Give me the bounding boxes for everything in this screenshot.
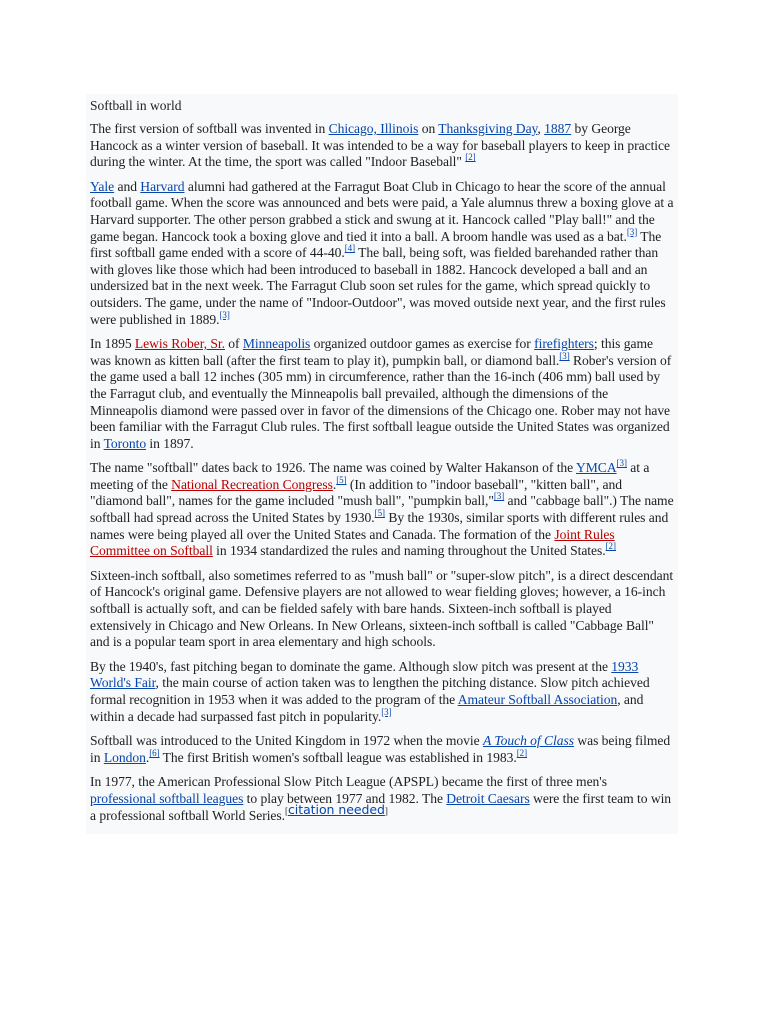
text: on [418,121,439,136]
reference-link[interactable]: [2] [516,747,528,758]
reference-link[interactable]: [3] [493,491,505,502]
citation-needed-note [285,801,388,817]
text: . [145,749,150,765]
text: in 1897. [146,435,194,451]
paragraph-7 [90,733,674,766]
reference-link[interactable]: [6] [149,747,160,758]
text: to play between 1977 and 1982. The [243,790,447,806]
reference-link[interactable]: [3] [616,458,627,469]
link-a-touch-of-class[interactable]: A Touch of Class [482,733,574,749]
reference-link[interactable]: [4] [344,243,356,254]
text: By the 1940's, fast pitching began to dominate the game. Although slow pitch was present at the [90,658,612,674]
reference-link[interactable]: [3] [626,226,638,237]
reference-link[interactable]: [3] [219,309,230,320]
link-joint-rules-committee[interactable]: Joint Rules Committee on Softball [90,526,615,559]
text: ; this game was known as kitten ball (after the first team to play it), pumpkin ball, or diamond ball. [90,336,654,368]
bracket-close: ] [384,805,388,816]
link-firefighters[interactable]: firefighters [534,336,594,352]
text: (In addition to "indoor baseball", "kitten ball", and "diamond ball", names for the game included "mush ball", "pumpkin ball," [90,476,623,509]
text: The first version of softball was invented in [90,121,329,136]
link-minneapolis[interactable]: Minneapolis [242,336,311,352]
paragraph-6 [90,659,674,725]
text: In 1895 [90,336,135,352]
paragraph-5 [90,568,674,651]
link-chicago-illinois[interactable]: Chicago, Illinois [328,121,419,136]
link-yale[interactable]: Yale [90,178,115,194]
paragraph-2 [90,179,674,328]
text: were the first team to win a professional softball World Series. [90,790,672,823]
reference-link[interactable]: [5] [336,474,347,485]
link-london[interactable]: London [103,749,146,765]
reference-link[interactable]: [3] [559,350,570,361]
text: and [114,178,141,194]
text: at a meeting of the [90,460,650,492]
reference-link[interactable]: [2] [605,541,616,552]
link-1887[interactable]: 1887 [544,121,572,136]
text: By the 1930s, similar sports with different rules and names were being played all over the United States and Canada. The formation of the [90,510,669,542]
text: The first British women's softball league was established in 1983. [159,749,517,765]
text: Sixteen-inch softball, also sometimes referred to as "mush ball" or "super-slow pitch", is a direct descendant of Hancock's original game. Defensive players are not allowed to wear fielding gloves; however, a 16-inch softball is actually soft, and can be fielded safely with bare hands. Sixteen-inch softball is played extensively in Chicago and New Orleans. In New Orleans, sixteen-inch softball is called "Cabbage Ball" and is a popular team sport in area elementary and high schools. [90,567,674,650]
link-lewis-rober[interactable]: Lewis Rober, Sr. [134,336,225,352]
link-harvard[interactable]: Harvard [140,178,185,194]
text: , [537,121,545,136]
article-body [86,94,678,834]
text: of [224,336,243,352]
text: The ball, being soft, was fielded barehanded rather than with gloves like those which had been introduced to baseball in 1882. Hancock developed a ball and an undersized bat in the next week. The Farragut Club soon set rules for the game, which spread quickly to outsiders. The game, under the name of "Indoor-Outdoor", was moved outside next year, and the first rules were published in 1889. [90,245,666,327]
text: Softball was introduced to the United Kingdom in 1972 when the movie [90,733,483,749]
text: , the main course of action taken was to lengthen the pitching distance. Slow pitch achieved formal recognition in 1953 when it was added to the program of the [90,675,650,707]
text: In 1977, the American Professional Slow Pitch League (APSPL) became the first of three men's [90,774,607,790]
link-1933-worlds-fair[interactable]: 1933 World's Fair [90,658,639,691]
link-thanksgiving-day[interactable]: Thanksgiving Day [438,121,538,136]
text: . [332,476,337,492]
reference-link[interactable]: [5] [374,508,386,519]
reference-link[interactable]: [3] [381,706,392,717]
text: in 1934 standardized the rules and naming throughout the United States. [212,543,606,559]
text: was being filmed in [90,733,671,765]
paragraph-3 [90,336,674,452]
link-detroit-caesars[interactable]: Detroit Caesars [446,790,530,806]
paragraph-1 [90,121,674,171]
link-ymca[interactable]: YMCA [576,460,617,476]
text: alumni had gathered at the Farragut Boat Club in Chicago to hear the score of the annual football game. When the score was announced and bets were paid, a Yale alumnus threw a boxing glove at a Harvard supporter. The other person grabbed a stick and swung at it. Hancock called "Play ball!" and the game began. Hancock took a boxing glove and tied it into a ball. A broom handle was used as a bat. [90,178,674,244]
reference-link[interactable]: [2] [465,152,476,163]
paragraph-4 [90,460,674,560]
link-professional-softball-leagues[interactable]: professional softball leagues [90,790,244,806]
text: organized outdoor games as exercise for [310,336,535,352]
text: , and within a decade had surpassed fast pitch in popularity. [90,692,644,724]
text: and "cabbage ball".) The name softball had spread across the United States by 1930. [90,493,674,526]
link-citation-needed[interactable]: citation needed [287,801,385,817]
text: by George Hancock as a winter version of baseball. It was intended to be a way for baseball players to keep in practice during the winter. At the time, the sport was called "Indoor Baseball" [90,121,670,170]
text: The first softball game ended with a score of 44-40. [90,228,662,261]
text: Rober's version of the game used a ball 12 inches (305 mm) in circumference, rather than the 16-inch (406 mm) ball used by the Farragut club, and eventually the Minneapolis ball prevailed, although the dimensions of the Minneapolis diamond were passed over in favor of the dimensions of the Chicago one. Rober may not have been familiar with the Farragut Club rules. The first softball league outside the United States was organized in [90,352,672,451]
link-amateur-softball-association[interactable]: Amateur Softball Association [457,692,618,707]
page-title: Softball in world [90,98,182,113]
bracket-open: [ [285,805,288,816]
link-national-recreation-congress[interactable]: National Recreation Congress [171,476,333,492]
text: The name "softball" dates back to 1926. The name was coined by Walter Hakanson of the [90,460,576,476]
link-toronto[interactable]: Toronto [103,435,147,451]
paragraph-8 [90,774,674,824]
